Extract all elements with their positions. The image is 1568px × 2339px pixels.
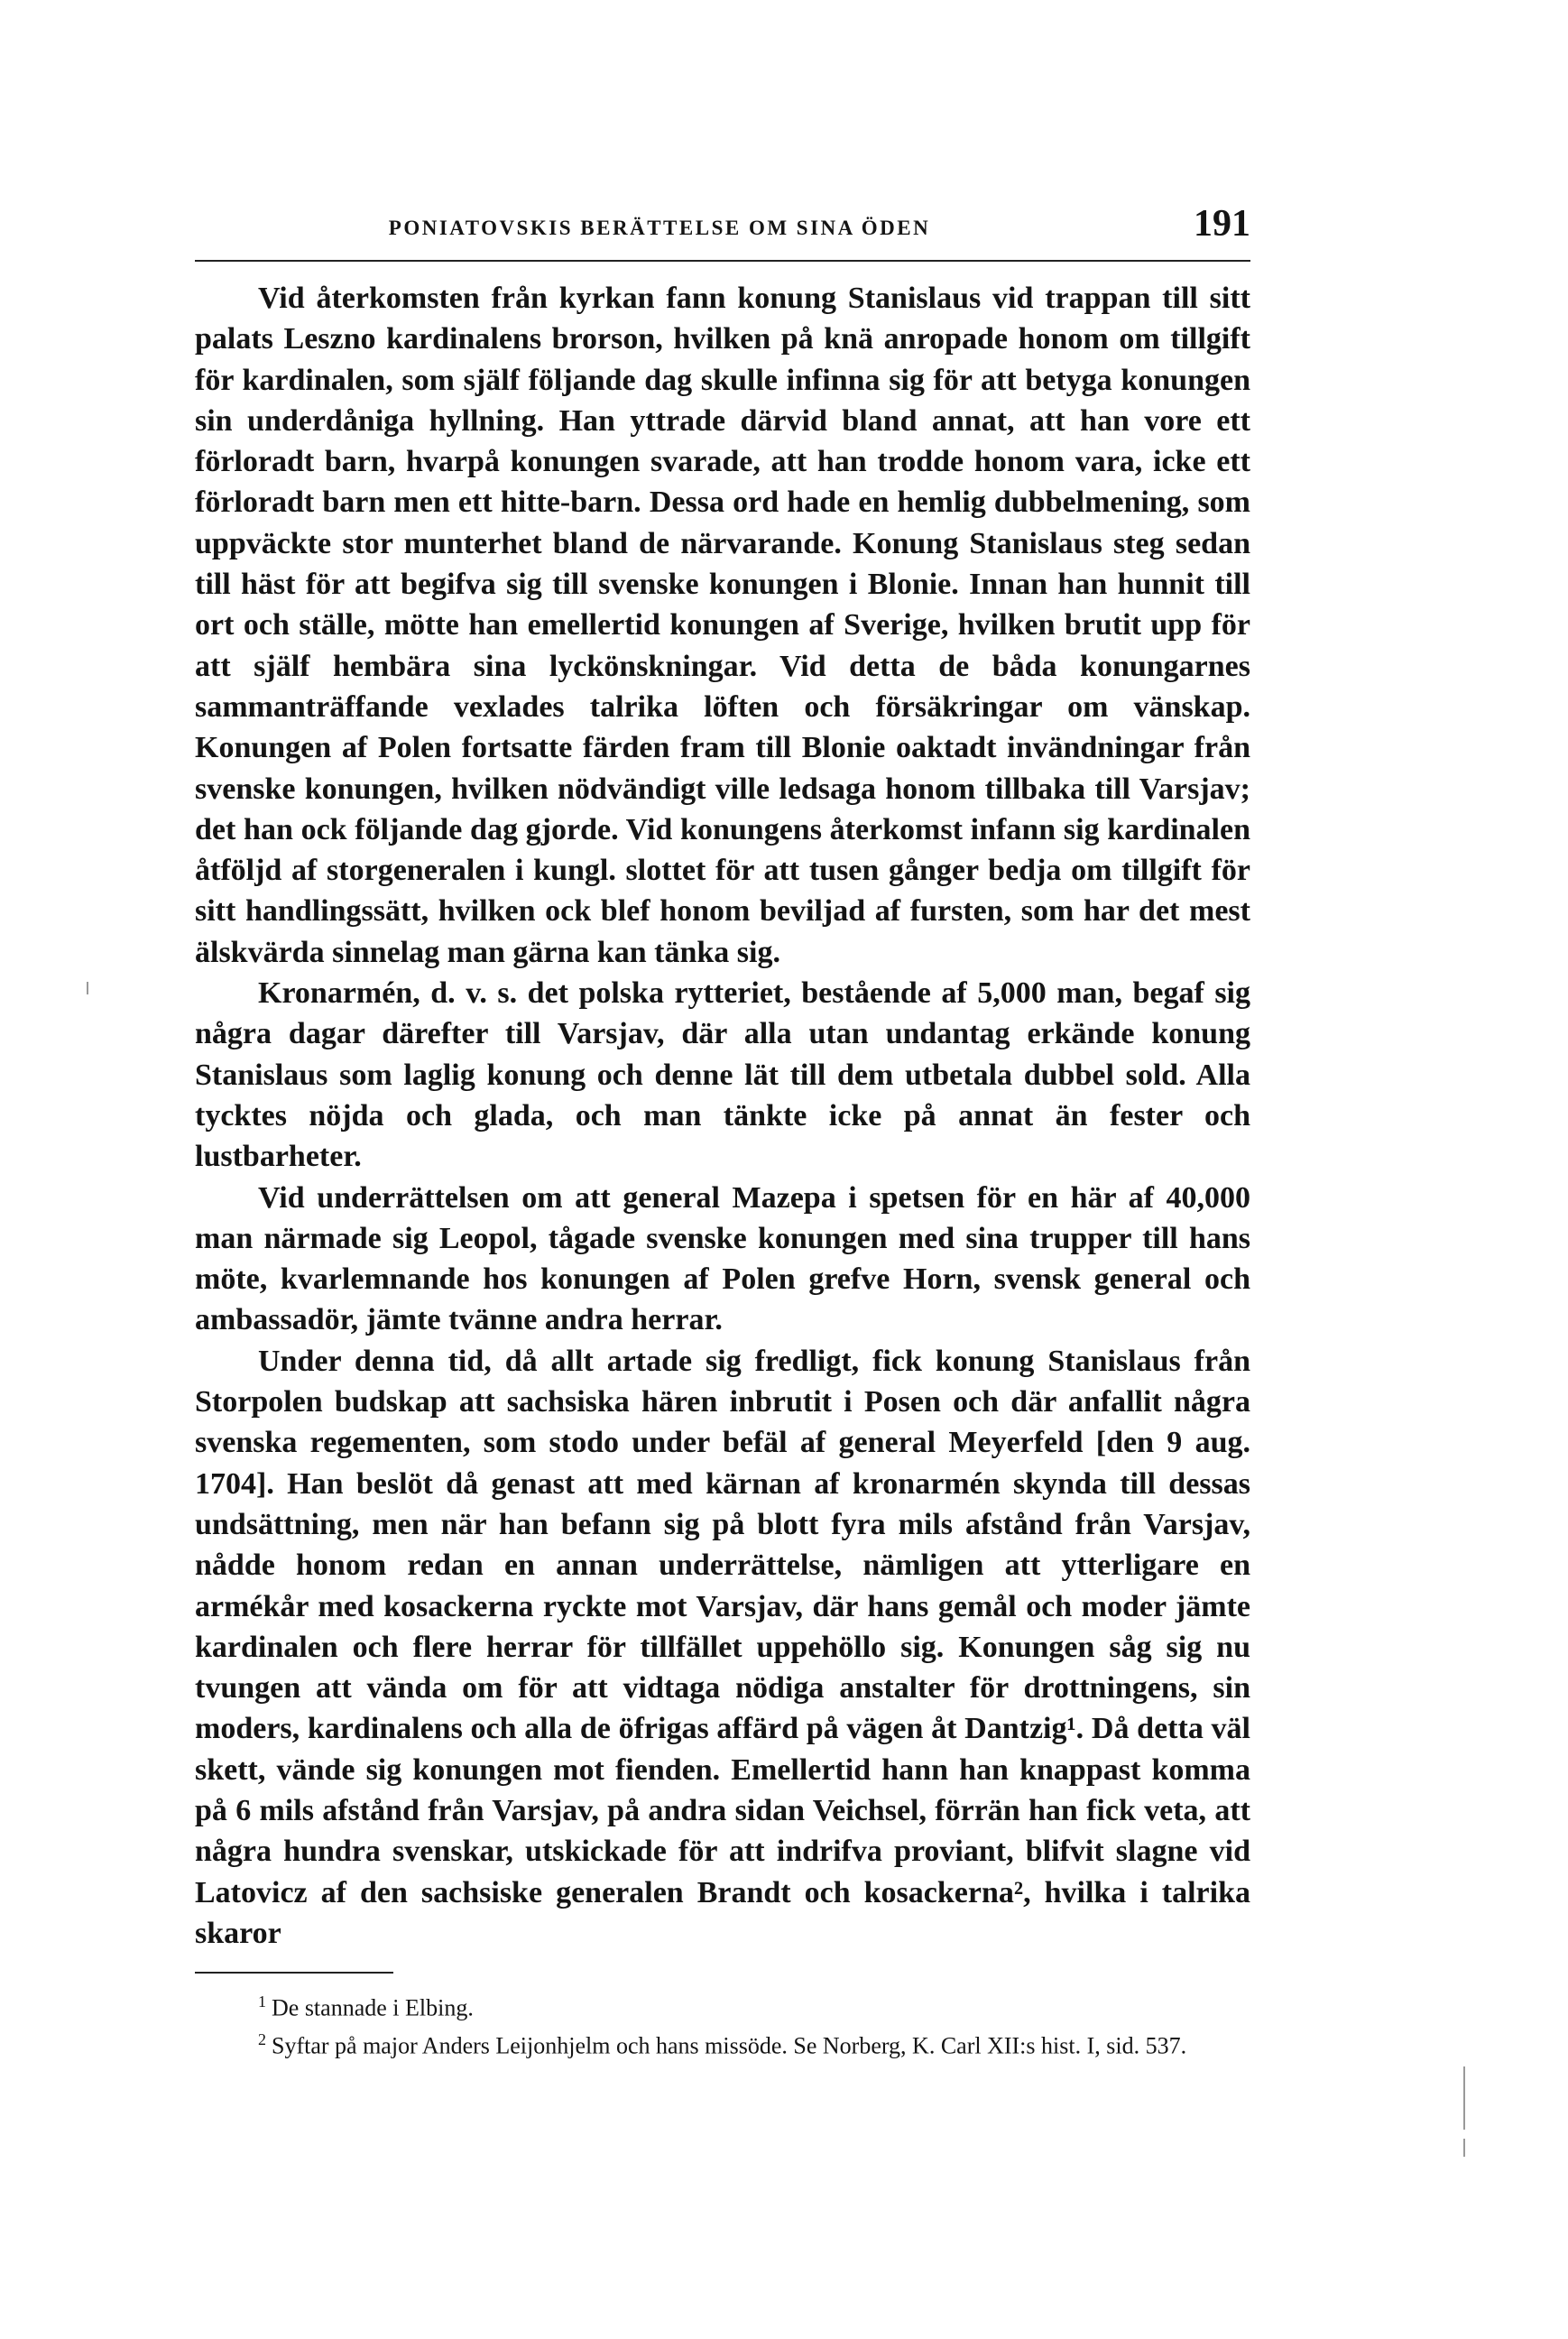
- paragraph: Vid underrättelsen om att general Mazepa i spetsen för en här af 40,000 man närmade sig Leopol, tågade svenske konungen med sina trupper till hans möte, kvarlemnande hos konungen af Polen grefve Horn, svensk general och ambassadör, jämte tvänne andra herrar.: [195, 1180, 1250, 1337]
- footnote: [195, 1986, 1250, 2024]
- footnotes: [195, 1986, 1250, 2061]
- book-page: [195, 199, 1250, 2061]
- scan-artifact: [1463, 2139, 1465, 2157]
- paragraph: Under denna tid, då allt artade sig fredligt, fick konung Stanislaus från Storpolen budskap att sachsiska hären inbrutit i Posen och där anfallit några svenska regementen, som stodo under befäl af general Meyerfeld [den 9 aug. 1704]. Han beslöt då genast att med kärnan af kronarmén skynda till dessas undsättning, men när han befann sig på blott fyra mils afstånd från Varsjav, nådde honom redan en annan underrättelse, nämligen att ytterligare en armékår med kosackerna ryckte mot Varsjav, där hans gemål och moder jämte kardinalen och flere herrar för tillfället uppehöllo sig. Konungen såg sig nu tvungen att vända om för att vidtaga nödiga anstalter för drottningens, sin moders, kardinalens och alla de öfrigas affärd på vägen åt Dantzig¹. Då detta väl skett, vände sig konungen mot fienden. Emellertid hann han knappast komma på 6 mils afstånd från Varsjav, på andra sidan Veichsel, förrän han fick veta, att några hundra svenskar, utskickade för att indrifva proviant, blifvit slagne vid Latovicz af den sachsiske generalen Brandt och kosackerna², hvilka i talrika skaror: [195, 1344, 1250, 1950]
- paragraph: Kronarmén, d. v. s. det polska rytteriet, bestående af 5,000 man, begaf sig några dagar därefter till Varsjav, där alla utan undantag erkände konung Stanislaus som laglig konung och denne lät till dem utbetala dubbel sold. Alla tycktes nöjda och glada, och man tänkte icke på annat än fester och lustbarheter.: [195, 976, 1250, 1174]
- scan-artifact: [87, 982, 88, 994]
- running-title: PONIATOVSKIS BERÄTTELSE OM SINA ÖDEN: [388, 217, 931, 239]
- footnote-text: Syftar på major Anders Leijonhjelm och hans missöde. Se Norberg, K. Carl XII:s hist. I, sid. 537.: [272, 2032, 1187, 2059]
- footnote: [195, 2024, 1250, 2062]
- body-text: [195, 278, 1250, 1954]
- footnote-mark: 1: [258, 1992, 266, 2011]
- running-header: [195, 199, 1250, 253]
- header-rule: [195, 260, 1250, 262]
- footnote-mark: 2: [258, 2029, 266, 2048]
- footnote-rule: [195, 1972, 393, 1974]
- page-number: 191: [1194, 203, 1250, 245]
- paragraph: Vid återkomsten från kyrkan fann konung Stanislaus vid trappan till sitt palats Leszno kardinalens brorson, hvilken på knä anropade honom om tillgift för kardinalen, som själf följande dag skulle infinna sig för att betyga konungen sin underdåniga hyllning. Han yttrade därvid bland annat, att han vore ett förloradt barn, hvarpå konungen svarade, att han trodde honom vara, icke ett förloradt barn men ett hitte-barn. Dessa ord hade en hemlig dubbelmening, som uppväckte stor munterhet bland de närvarande. Konung Stanislaus steg sedan till häst för att begifva sig till svenske konungen i Blonie. Innan han hunnit till ort och ställe, mötte han emellertid konungen af Sverige, hvilken brutit upp för att själf hembära sina lyckönskningar. Vid detta de båda konungarnes sammanträffande vexlades talrika löften och försäkringar om vänskap. Konungen af Polen fortsatte färden fram till Blonie oaktadt invändningar från svenske konungen, hvilken nödvändigt ville ledsaga honom tillbaka till Varsjav; det han ock följande dag gjorde. Vid konungens återkomst infann sig kardinalen åtföljd af storgeneralen i kungl. slottet för att tusen gånger bedja om tillgift för sitt handlingssätt, hvilken ock blef honom beviljad af fursten, som har det mest älskvärda sinnelag man gärna kan tänka sig.: [195, 282, 1250, 969]
- footnote-text: De stannade i Elbing.: [272, 1994, 474, 2021]
- scan-artifact: [1463, 2066, 1465, 2130]
